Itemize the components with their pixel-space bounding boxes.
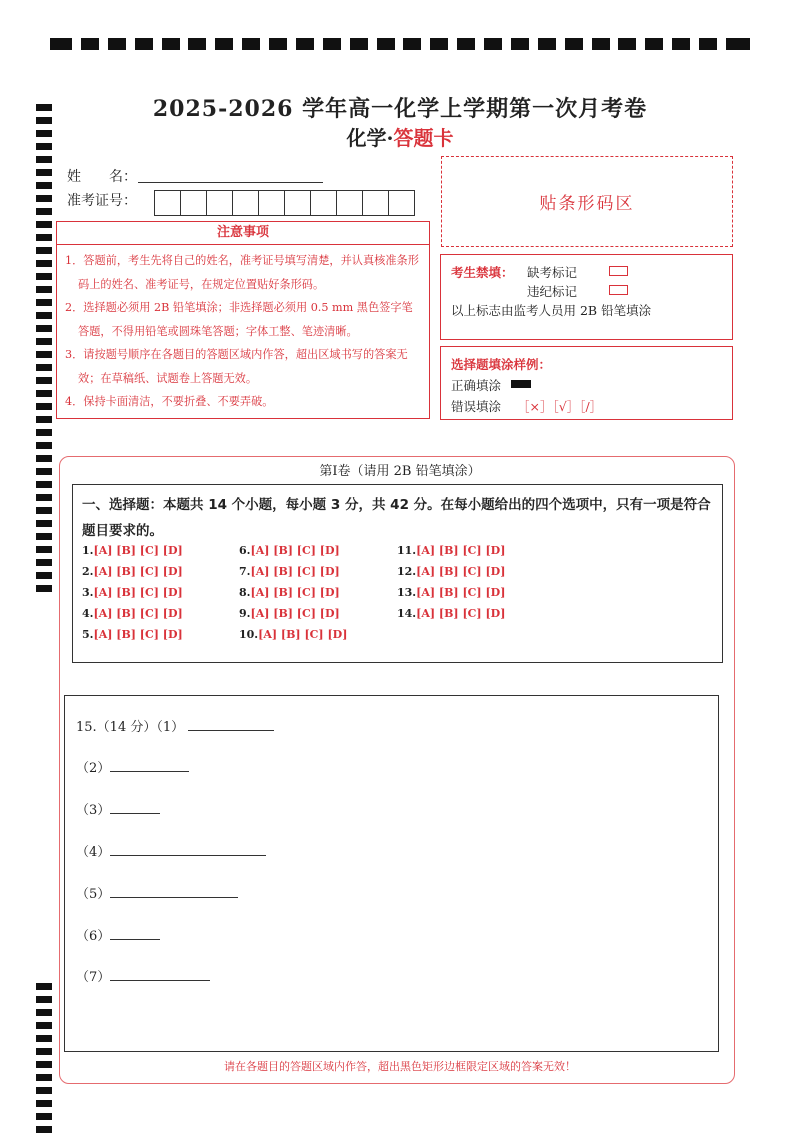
notice-title: 注意事项 [57, 222, 429, 245]
mc-question-row[interactable]: 11.[A] [B] [C] [D] [397, 544, 506, 557]
page-title: 2025-2026 学年高一化学上学期第一次月考卷 [152, 96, 648, 122]
forbidden-label: 考生禁填： [451, 265, 514, 280]
violation-mark-label: 违纪标记 [527, 284, 578, 299]
q15-answer-7[interactable]: （7） [76, 966, 210, 985]
q15-answer-5[interactable]: （5） [76, 883, 238, 902]
mc-question-row[interactable]: 12.[A] [B] [C] [D] [397, 565, 506, 578]
absent-mark-label: 缺考标记 [527, 265, 578, 280]
answer-line[interactable] [110, 843, 266, 856]
q15-answer-4[interactable]: （4） [76, 841, 266, 860]
barcode-area [441, 156, 733, 247]
name-field[interactable] [138, 182, 323, 183]
id-label: 准考证号： [67, 193, 137, 209]
mc-question-row[interactable]: 2.[A] [B] [C] [D] [82, 565, 183, 578]
correct-fill-sample [511, 380, 531, 388]
wrong-fill-samples: ［×］［√］［/］ [517, 399, 603, 414]
mc-question-row[interactable]: 4.[A] [B] [C] [D] [82, 607, 183, 620]
answer-line[interactable] [110, 927, 160, 940]
id-number-boxes[interactable] [155, 190, 415, 216]
q15-head: 15.（14 分）（1） [76, 720, 185, 735]
mc-question-row[interactable]: 13.[A] [B] [C] [D] [397, 586, 506, 599]
q15-answer-3[interactable]: （3） [76, 799, 160, 818]
correct-fill-label: 正确填涂 [451, 378, 502, 393]
violation-mark-box[interactable] [609, 285, 628, 295]
mc-question-row[interactable]: 5.[A] [B] [C] [D] [82, 628, 183, 641]
mc-question-row[interactable]: 6.[A] [B] [C] [D] [239, 544, 340, 557]
sample-title: 选择题填涂样例： [451, 357, 552, 372]
footer-warning: 请在各题目的答题区域内作答，超出黑色矩形边框限定区域的答案无效！ [224, 1060, 576, 1073]
mc-question-row[interactable]: 9.[A] [B] [C] [D] [239, 607, 340, 620]
forbidden-note: 以上标志由监考人员用 2B 铅笔填涂 [451, 303, 652, 318]
subtitle-subject: 化学· [346, 126, 394, 150]
answer-line[interactable] [110, 801, 160, 814]
barcode-label: 贴条形码区 [539, 194, 635, 214]
wrong-fill-label: 错误填涂 [451, 399, 502, 414]
mc-question-row[interactable]: 3.[A] [B] [C] [D] [82, 586, 183, 599]
answer-line[interactable] [188, 718, 274, 731]
mc-question-row[interactable]: 1.[A] [B] [C] [D] [82, 544, 183, 557]
side-timing-marks-top [36, 104, 52, 598]
candidate-forbidden-box [440, 254, 733, 340]
page-subtitle [0, 122, 800, 151]
answer-line[interactable] [110, 885, 238, 898]
mc-instruction: 一、选择题：本题共 14 个小题，每小题 3 分，共 42 分。在每小题给出的四个选项中，只有一项是符合题目要求的。 [82, 497, 711, 539]
name-label: 姓 名： [67, 169, 137, 185]
mc-question-row[interactable]: 8.[A] [B] [C] [D] [239, 586, 340, 599]
notice-item: 3．请按题号顺序在各题目的答题区域内作答，超出区域书写的答案无效；在草稿纸、试题卷上答题无效。 [65, 348, 408, 385]
answer-line[interactable] [110, 759, 189, 772]
fill-sample-box [440, 346, 733, 420]
q15-answer-2[interactable]: （2） [76, 757, 189, 776]
fill-in-answer-box [64, 695, 719, 1052]
mc-question-row[interactable]: 14.[A] [B] [C] [D] [397, 607, 506, 620]
absent-mark-box[interactable] [609, 266, 628, 276]
top-timing-marks [50, 38, 750, 50]
notice-item: 1．答题前，考生先将自己的姓名，准考证号填写清楚，并认真核准条形码上的姓名、准考证号，在规定位置贴好条形码。 [65, 254, 419, 291]
notice-item: 2．选择题必须用 2B 铅笔填涂；非选择题必须用 0.5 mm 黑色签字笔答题，不得用铅笔或圆珠笔答题；字体工整、笔迹清晰。 [65, 301, 413, 338]
notice-item: 4．保持卡面清洁，不要折叠、不要弄破。 [65, 395, 274, 408]
mc-question-row[interactable]: 7.[A] [B] [C] [D] [239, 565, 340, 578]
answer-line[interactable] [110, 968, 210, 981]
subtitle-answer-sheet: 答题卡 [393, 126, 454, 150]
notice-box [56, 221, 430, 419]
q15-answer-1[interactable] [76, 716, 274, 735]
q15-answer-6[interactable]: （6） [76, 925, 160, 944]
section-title: 第Ⅰ卷（请用 2B 铅笔填涂） [319, 464, 481, 479]
mc-question-row[interactable]: 10.[A] [B] [C] [D] [239, 628, 348, 641]
